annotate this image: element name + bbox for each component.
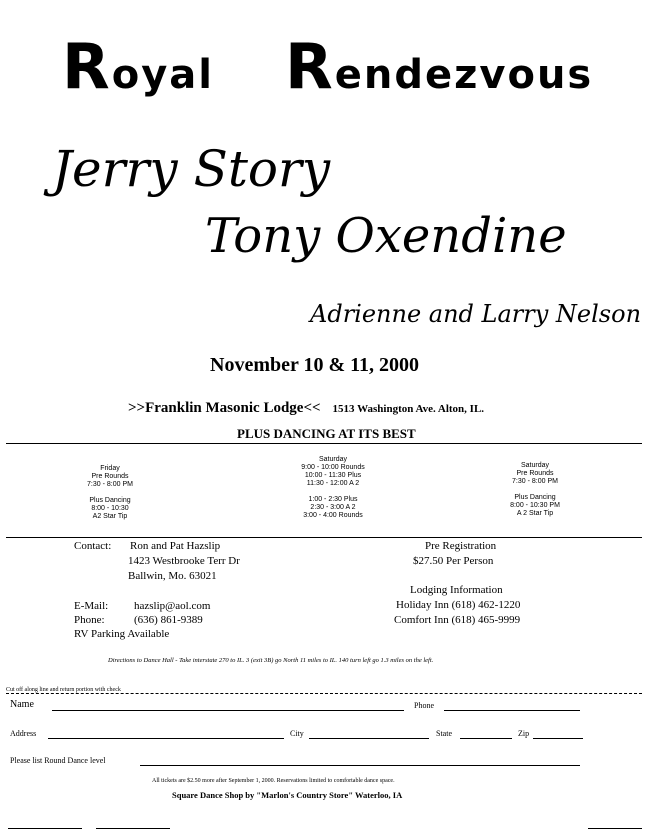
form-level-label: Please list Round Dance level (10, 756, 106, 765)
rv-parking: RV Parking Available (74, 628, 170, 640)
title-rest-1: oyal (111, 52, 215, 98)
contact-names: Ron and Pat Hazslip (130, 540, 221, 552)
form-name-label: Name (10, 699, 34, 710)
hotel-2: Comfort Inn (618) 465-9999 (394, 614, 521, 626)
form-state-line[interactable] (460, 738, 512, 739)
form-city-line[interactable] (309, 738, 429, 739)
form-zip-line[interactable] (533, 738, 583, 739)
title-initial-2: R (285, 30, 335, 103)
bottom-line-left (8, 828, 82, 829)
caller-2: Tony Oxendine (205, 208, 567, 264)
form-level-line[interactable] (140, 765, 580, 766)
event-title (62, 30, 214, 103)
footer-shop: Square Dance Shop by "Marlon's Country Store" Waterloo, IA (172, 790, 403, 800)
title-rest-2: endezvous (334, 52, 594, 98)
form-state-label: State (436, 729, 452, 738)
form-phone-label: Phone (414, 701, 434, 710)
phone-value: (636) 861-9389 (134, 614, 203, 626)
schedule-saturday: Saturday 9:00 - 10:00 Rounds 10:00 - 11:30 Plus 11:30 - 12:00 A 2 1:00 - 2:30 Plus 2:30 - 3:00 A 2 3:00 - 4:00 Rounds (301, 456, 365, 519)
email-label: E-Mail: (74, 600, 109, 612)
schedule-saturday-evening: Saturday Pre Rounds 7:30 - 8:00 PM Plus Dancing 8:00 - 10:30 PM A 2 Star Tip (510, 462, 560, 517)
form-name-line[interactable] (52, 710, 404, 711)
directions: Directions to Dance Hall - Take interstate 270 to IL. 3 (exit 3B) go North 11 miles to IL. 140 turn left go 1.3 miles on the left. (108, 657, 434, 664)
phone-label: Phone: (74, 614, 105, 626)
cut-line (6, 693, 642, 694)
form-address-label: Address (10, 729, 37, 738)
tagline: PLUS DANCING AT ITS BEST (237, 426, 416, 441)
cut-line-text: Cut off along line and return portion with check (6, 687, 121, 693)
footer-note: All tickets are $2.50 more after September 1, 2000. Reservations limited to comfortable dance space. (152, 778, 395, 784)
email-value: hazslip@aol.com (134, 600, 211, 612)
lodging-title: Lodging Information (410, 584, 503, 596)
caller-1: Jerry Story (52, 140, 331, 198)
event-dates: November 10 & 11, 2000 (210, 354, 420, 376)
contact-city: Ballwin, Mo. 63021 (128, 570, 217, 582)
preregistration-title: Pre Registration (425, 540, 497, 552)
preregistration-price: $27.50 Per Person (413, 555, 494, 567)
venue-name: >>Franklin Masonic Lodge<< (128, 400, 321, 416)
contact-label: Contact: (74, 540, 112, 552)
venue-address: 1513 Washington Ave. Alton, IL. (332, 403, 485, 415)
bottom-line-mid (96, 828, 170, 829)
divider-mid (6, 537, 642, 538)
form-city-label: City (290, 729, 304, 738)
form-address-line[interactable] (48, 738, 284, 739)
form-zip-label: Zip (518, 729, 530, 738)
schedule-friday: Friday Pre Rounds 7:30 - 8:00 PM Plus Dancing 8:00 - 10:30 A2 Star Tip (87, 465, 133, 520)
divider-top (6, 443, 642, 444)
event-title-2 (285, 30, 593, 103)
venue (128, 399, 484, 417)
contact-street: 1423 Westbrooke Terr Dr (128, 555, 240, 567)
form-phone-line[interactable] (444, 710, 580, 711)
cuers: Adrienne and Larry Nelson (310, 300, 642, 328)
bottom-line-right (588, 828, 642, 829)
hotel-1: Holiday Inn (618) 462-1220 (396, 599, 521, 611)
title-initial-1: R (62, 30, 112, 103)
